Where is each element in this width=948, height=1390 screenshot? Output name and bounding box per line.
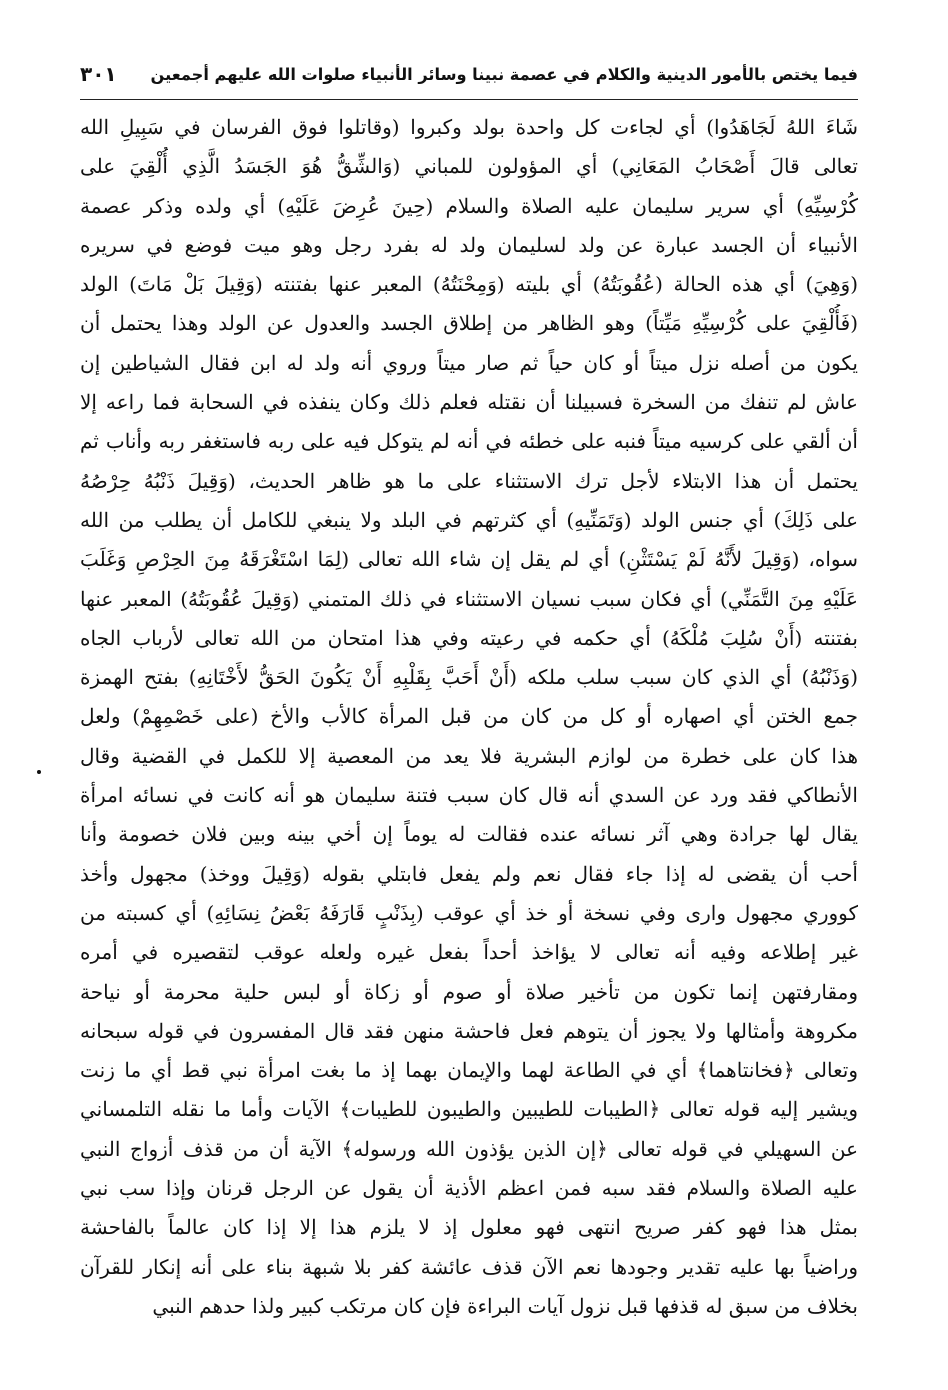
text-line: يكون من أصله نزل ميتاً أو كان حياً ثم صار ميتاً وروي أنه ولد له ابن فقال الشياطين إن <box>80 350 858 375</box>
text-line: أحب أن يقضى له إذا جاء فقال نعم ولم يفعل فابتلي بقوله (وَقِيلَ ووخذ) مجهول وأخذ <box>80 861 858 886</box>
text-line: يقال لها جرادة وهي آثر نسائه عنده فقالت له يوماً إن أخي بينه وبين فلان خصومة وأنا <box>80 822 858 847</box>
text-line: وراضياً بها عليه تقدير وجودها نعم الآن قذف عائشة كفر بلا شبهة بناء على أنه إنكار للقرآن <box>80 1254 858 1279</box>
text-line: (فَأُلْقِيَ على كُرْسِيِّهِ مَيِّتاً) وهو الظاهر من إطلاق الجسد والعدول عن الولد وهذا يحتمل أن <box>80 311 858 336</box>
text-line: مكروهة وأمثالها ولا يجوز أن يتوهم فعل فاحشة منهن فقد قال المفسرون في قوله سبحانه <box>80 1018 858 1043</box>
text-line: عَلَيْهِ مِنَ التَّمَنِّي) أي فكان سبب نسيان الاستثناء في ذلك المتمني (وَقِيلَ عُقُوبَتُهُ) المعبر عنها <box>80 586 858 611</box>
header-divider <box>80 99 858 100</box>
text-line: جمع الختن أي اصهاره أو كل من كان من قبل المرأة كالأب والأخ (على خَصْمِهِمْ) ولعل <box>80 704 858 729</box>
text-line: عن السهيلي في قوله تعالى ﴿إن الذين يؤذون الله ورسوله﴾ الآية أن من قذف أزواج النبي <box>80 1136 858 1161</box>
text-line: كُرْسِيِّهِ) أي سرير سليمان عليه الصلاة والسلام (حِينَ عُرِضَ عَلَيْهِ) أي ولده وذكر عصمة <box>80 193 858 218</box>
text-line: كووري مجهول وارى وفي نسخة أو خذ أي عوقب (بِذَنْبٍ قَارَفَهُ بَعْضُ نِسَائِهِ) أي كسبته من <box>80 900 858 925</box>
text-line: سواه، (وَقِيلَ لأَنَّهُ لَمْ يَسْتَثْنِ) أي لم يقل إن شاء الله تعالى (لِمَا اسْتَغْرَقَهُ مِنَ الحِرْصِ وَغَلَبَ <box>80 547 858 572</box>
page-number: ٣٠١ <box>80 62 117 86</box>
margin-dot <box>37 770 41 774</box>
text-line: غير إطلاعه وفيه أنه تعالى لا يؤاخذ أحداً بفعل غيره ولعله عوقب لتقصيره في أمره <box>80 940 858 965</box>
text-line: (وَهِيَ) أي هذه الحالة (عُقُوبَتُهُ) أي بليته (وَمِحْنَتُهُ) المعبر عنها بفتنته (وَقِيلَ بَلْ مَاتَ) الولد <box>80 272 858 297</box>
text-line: وتعالى ﴿فخانتاهما﴾ أي في الطاعة لهما والإيمان بهما إذ ما بغت امرأة نبي قط أي ما زنت <box>80 1058 858 1083</box>
text-line: (وَذَنْبُهُ) أي الذي كان سبب سلب ملكه (أَنْ أَحَبَّ بِقَلْبِهِ أَنْ يَكُونَ الحَقُّ لأَخْتَانِهِ) بفتح الهمزة <box>80 665 858 690</box>
text-line: تعالى قالَ أَصْحَابُ المَعَانِي) أي المؤولون للمباني (وَالشِّقُّ هُوَ الجَسَدُ الَّذِي أُلْقِيَ على <box>80 154 858 179</box>
text-line: عاش لم تنفك من السخرة فسبيلنا أن نقتله فعلم ذلك وكان ينفذه في السحابة فما راعه إلا <box>80 390 858 415</box>
text-line: عليه الصلاة والسلام فقد سبه فمن اعظم الأذية أن يقول عن الرجل قرنان وإذا سب نبي <box>80 1176 858 1201</box>
text-line: أن ألقي على كرسيه ميتاً فنبه على خطئه في أنه لم يتوكل فيه على ربه فاستغفر ربه وأناب ثم <box>80 429 858 454</box>
running-header <box>80 52 858 96</box>
text-line: بمثل هذا فهو كفر صريح انتهى فهو معلول إذ لا يلزم هذا إلا إذا كان عالماً بالفاحشة <box>80 1215 858 1240</box>
text-line: هذا كان على خطرة من لوازم البشرية فلا يعد من المعصية إلا للكمل في القضية وقال <box>80 743 858 768</box>
text-line: ومقارفتهن إنما تكون من تأخير صلاة أو صوم أو زكاة أو لبس حلية محرمة أو نياحة <box>80 979 858 1004</box>
text-line: ويشير إليه قوله تعالى ﴿الطيبات للطيبين والطيبون للطيبات﴾ الآيات وأما ما نقله التلمساني <box>80 1097 858 1122</box>
text-line: الأنطاكي فقد ورد عن السدي أنه قال كان سبب فتنة سليمان هو أنه كانت في نسائه امرأة <box>80 783 858 808</box>
text-line: يحتمل أن هذا الابتلاء لأجل ترك الاستثناء على ما هو ظاهر الحديث، (وَقِيلَ ذَنْبُهُ حِرْصُهُ <box>80 468 858 493</box>
text-line: بخلاف من سبق له قذفها قبل نزول آيات البراءة فإن كان مرتكب كبير ولذا حدهم النبي <box>152 1293 858 1318</box>
header-title: فيما يختص بالأمور الدينية والكلام في عصمة نبينا وسائر الأنبياء صلوات الله عليهم أجمعين <box>150 64 858 84</box>
text-line: على ذَلِكَ) أي جنس الولد (وَتَمَنِّيهِ) أي كثرتهم في البلد ولا ينبغي للكامل أن يطلب من الله <box>80 507 858 532</box>
text-line: شَاءَ اللهُ لَجَاهَدُوا) أي لجاءت كل واحدة بولد وكبروا (وقاتلوا فوق الفرسان في سَبِيلِ الله <box>80 115 858 139</box>
text-line: بفتنته (أَنْ سُلِبَ مُلْكَهُ) أي حكمه في رعيته وفي هذا امتحان من الله تعالى لأرباب الجاه <box>80 625 858 650</box>
text-line: الأنبياء أن الجسد عبارة عن ولد لسليمان ولد له بفرد رجل وهو ميت فوضع في سريره <box>80 232 858 257</box>
body-text <box>80 108 858 1326</box>
